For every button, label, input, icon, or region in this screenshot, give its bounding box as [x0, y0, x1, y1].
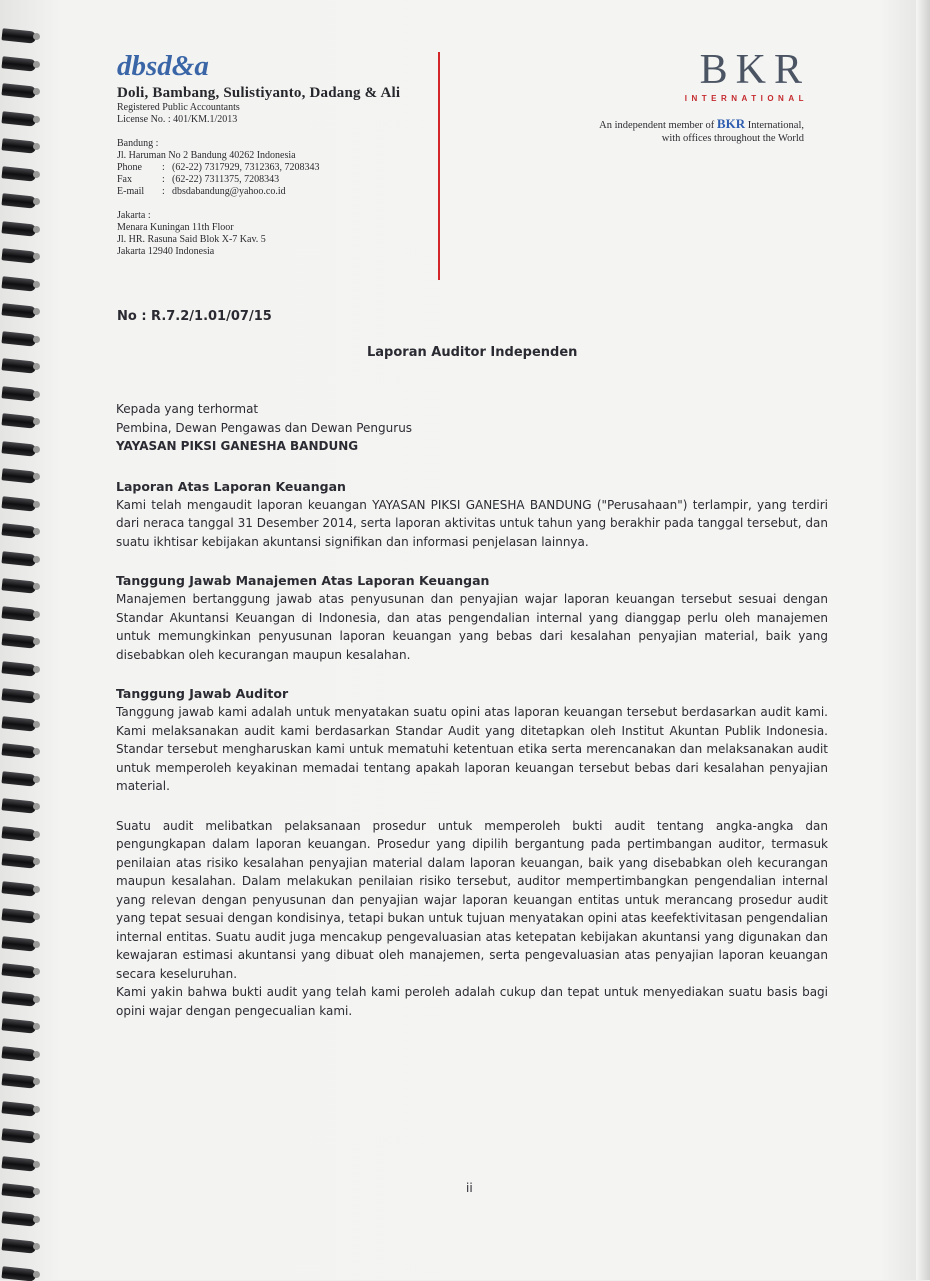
addressee-line1: Kepada yang terhormat [116, 402, 259, 416]
email-value: dbsdabandung@yahoo.co.id [172, 186, 286, 197]
bkr-note-brand: BKR [716, 116, 746, 131]
binding-coil [1, 523, 36, 538]
reference-number: No : R.7.2/1.01/07/15 [117, 309, 272, 324]
binding-hole [33, 1133, 40, 1140]
binding-coil [1, 111, 36, 126]
binding-hole [33, 61, 40, 68]
binding-hole [33, 418, 40, 425]
binding-coil [1, 496, 36, 511]
binding-hole [33, 501, 40, 508]
spiral-binding [0, 0, 48, 1280]
addressee [116, 400, 828, 456]
binding-hole [33, 253, 40, 260]
bkr-international: INTERNATIONAL [684, 94, 808, 103]
binding-hole [33, 1243, 40, 1250]
binding-coil [1, 193, 36, 208]
binding-hole [33, 1271, 40, 1278]
fax-value: (62-22) 7311375, 7208343 [172, 174, 280, 185]
binding-coil [1, 1266, 36, 1281]
registration: Registered Public Accountants [117, 102, 240, 113]
binding-hole [33, 143, 40, 150]
binding-coil [1, 248, 36, 263]
binding-hole [33, 968, 40, 975]
binding-hole [33, 583, 40, 590]
phone-label: Phone [117, 162, 142, 173]
bkr-note-line2: with offices throughout the World [661, 133, 804, 144]
email-row: E-mail : dbsdabandung@yahoo.co.id [117, 186, 286, 197]
binding-hole [33, 638, 40, 645]
binding-hole [33, 996, 40, 1003]
binding-hole [33, 913, 40, 920]
binding-coil [1, 1018, 36, 1033]
binding-coil [1, 138, 36, 153]
binding-hole [33, 198, 40, 205]
section-report [116, 478, 828, 552]
binding-coil [1, 276, 36, 291]
bkr-logo: BKR [699, 47, 810, 93]
binding-coil [1, 991, 36, 1006]
binding-hole [33, 1078, 40, 1085]
letterhead [117, 50, 427, 258]
binding-coil [1, 441, 36, 456]
binding-coil [1, 413, 36, 428]
dbsda-logo: dbsd&a [117, 50, 209, 82]
binding-hole [33, 666, 40, 673]
binding-hole [33, 1216, 40, 1223]
jakarta-line3: Jakarta 12940 Indonesia [117, 246, 215, 257]
binding-hole [33, 1161, 40, 1168]
binding-hole [33, 473, 40, 480]
letter-body [116, 400, 828, 1020]
binding-hole [33, 831, 40, 838]
binding-hole [33, 308, 40, 315]
binding-hole [33, 886, 40, 893]
binding-hole [33, 1106, 40, 1113]
binding-coil [1, 853, 36, 868]
binding-hole [33, 226, 40, 233]
paragraph: Kami yakin bahwa bukti audit yang telah kami peroleh adalah cukup dan tepat untuk menyediakan suatu basis bagi opini wajar dengan pengecualian kami. [116, 985, 828, 1018]
fax-label: Fax [117, 174, 132, 185]
binding-coil [1, 1238, 36, 1253]
binding-coil [1, 716, 36, 731]
binding-hole [33, 748, 40, 755]
paragraph: Suatu audit melibatkan pelaksanaan prosedur untuk memperoleh bukti audit tentang angka-angka dan pengungkapan dalam laporan keuangan. Prosedur yang dipilih bergantung pada pertimbangan auditor, termasuk penilaian atas risiko kesalahan penyajian material dalam laporan keuangan, baik yang disebabkan oleh kecurangan maupun kesalahan. Dalam melakukan penilaian risiko tersebut, auditor mempertimbangkan pengendalian internal yang relevan dengan penyusunan dan penyajian wajar laporan keuangan entitas untuk merancang prosedur audit yang tepat sesuai dengan kondisinya, tetapi bukan untuk tujuan menyatakan opini atas keefektivitasan pengendalian internal entitas. Suatu audit juga mencakup pengevaluasian atas ketepatan kebijakan akuntansi yang digunakan dan kewajaran estimasi akuntansi yang dibuat oleh manajemen, serta pengevaluasian atas penyajian laporan keuangan secara keseluruhan. [116, 818, 828, 981]
fax-row: Fax : (62-22) 7311375, 7208343 [117, 174, 280, 185]
binding-coil [1, 688, 36, 703]
email-label: E-mail [117, 186, 145, 197]
binding-coil [1, 551, 36, 566]
binding-coil [1, 633, 36, 648]
binding-coil [1, 331, 36, 346]
report-title: Laporan Auditor Independen [367, 345, 578, 360]
binding-hole [33, 611, 40, 618]
binding-coil [1, 1073, 36, 1088]
section-text: Tanggung jawab kami adalah untuk menyatakan suatu opini atas laporan keuangan tersebut berdasarkan audit kami. Kami melaksanakan audit kami berdasarkan Standar Audit yang ditetapkan oleh Institut Akuntan Publik Indonesia. Standar tersebut mengharuskan kami untuk mematuhi ketentuan etika serta merencanakan dan melaksanakan audit untuk memperoleh keyakinan memadai tentang apakah laporan keuangan tersebut bebas dari kesalahan penyajian material. [116, 705, 828, 793]
binding-coil [1, 1183, 36, 1198]
jakarta-line1: Menara Kuningan 11th Floor [117, 222, 234, 233]
jakarta-line2: Jl. HR. Rasuna Said Blok X-7 Kav. 5 [117, 234, 266, 245]
binding-coil [1, 1128, 36, 1143]
binding-coil [1, 1211, 36, 1226]
binding-coil [1, 743, 36, 758]
bandung-office [117, 138, 427, 198]
section-heading: Tanggung Jawab Auditor [116, 686, 289, 701]
bkr-note-pre: An independent member of [599, 120, 715, 131]
binding-hole [33, 281, 40, 288]
binding-coil [1, 936, 36, 951]
bandung-address: Jl. Haruman No 2 Bandung 40262 Indonesia [117, 150, 296, 161]
binding-coil [1, 908, 36, 923]
binding-coil [1, 798, 36, 813]
binding-coil [1, 1101, 36, 1116]
phone-value: (62-22) 7317929, 7312363, 7208343 [172, 162, 320, 173]
binding-coil [1, 56, 36, 71]
binding-coil [1, 468, 36, 483]
bkr-note-post: International, [747, 120, 804, 131]
binding-hole [33, 446, 40, 453]
binding-hole [33, 528, 40, 535]
binding-hole [33, 1023, 40, 1030]
addressee-line2: Pembina, Dewan Pengawas dan Dewan Pengurus [116, 420, 413, 435]
section-text: Kami telah mengaudit laporan keuangan YAYASAN PIKSI GANESHA BANDUNG ("Perusahaan") terlampir, yang terdiri dari neraca tanggal 31 Desember 2014, serta laporan aktivitas untuk tahun yang berakhir pada tanggal tersebut, dan suatu ikhtisar kebijakan akuntansi signifikan dan informasi penjelasan lainnya. [116, 497, 828, 549]
binding-coil [1, 771, 36, 786]
binding-hole [33, 556, 40, 563]
binding-hole [33, 33, 40, 40]
section-heading: Laporan Atas Laporan Keuangan [116, 478, 346, 494]
section-auditor [116, 685, 828, 796]
page-edge [916, 0, 930, 1280]
binding-hole [33, 941, 40, 948]
section-heading: Tanggung Jawab Manajemen Atas Laporan Keuangan [116, 573, 490, 588]
binding-hole [33, 858, 40, 865]
phone-row: Phone : (62-22) 7317929, 7312363, 7208343 [117, 162, 320, 173]
binding-coil [1, 826, 36, 841]
binding-hole [33, 88, 40, 95]
binding-hole [33, 776, 40, 783]
binding-coil [1, 963, 36, 978]
bandung-label: Bandung : [117, 138, 159, 149]
binding-hole [33, 171, 40, 178]
binding-coil [1, 28, 36, 43]
binding-coil [1, 83, 36, 98]
binding-coil [1, 1156, 36, 1171]
section-management [116, 572, 828, 664]
binding-hole [33, 336, 40, 343]
binding-coil [1, 1046, 36, 1061]
binding-coil [1, 303, 36, 318]
binding-coil [1, 606, 36, 621]
binding-coil [1, 578, 36, 593]
section-text: Manajemen bertanggung jawab atas penyusunan dan penyajian wajar laporan keuangan tersebut sesuai dengan Standar Akuntansi Keuangan di Indonesia, dan atas pengendalian internal yang dianggap perlu oleh manajemen untuk memungkinkan penyusunan laporan keuangan yang bebas dari kesalahan penyajian material, baik yang disebabkan oleh kecurangan maupun kesalahan. [116, 592, 828, 662]
jakarta-label: Jakarta : [117, 210, 151, 221]
binding-coil [1, 221, 36, 236]
binding-hole [33, 391, 40, 398]
binding-coil [1, 166, 36, 181]
binding-coil [1, 881, 36, 896]
binding-hole [33, 721, 40, 728]
addressee-org: YAYASAN PIKSI GANESHA BANDUNG [116, 439, 359, 453]
red-divider [438, 52, 440, 280]
jakarta-office [117, 210, 427, 258]
binding-coil [1, 386, 36, 401]
bkr-note [544, 117, 804, 145]
binding-hole [33, 1188, 40, 1195]
bkr-block [544, 47, 810, 145]
binding-hole [33, 803, 40, 810]
binding-hole [33, 116, 40, 123]
binding-hole [33, 1051, 40, 1058]
binding-hole [33, 363, 40, 370]
license: License No. : 401/KM.1/2013 [117, 114, 238, 125]
binding-hole [33, 693, 40, 700]
binding-coil [1, 358, 36, 373]
binding-coil [1, 661, 36, 676]
firm-name: Doli, Bambang, Sulistiyanto, Dadang & Ali [117, 85, 401, 101]
page-number: ii [466, 1181, 473, 1195]
